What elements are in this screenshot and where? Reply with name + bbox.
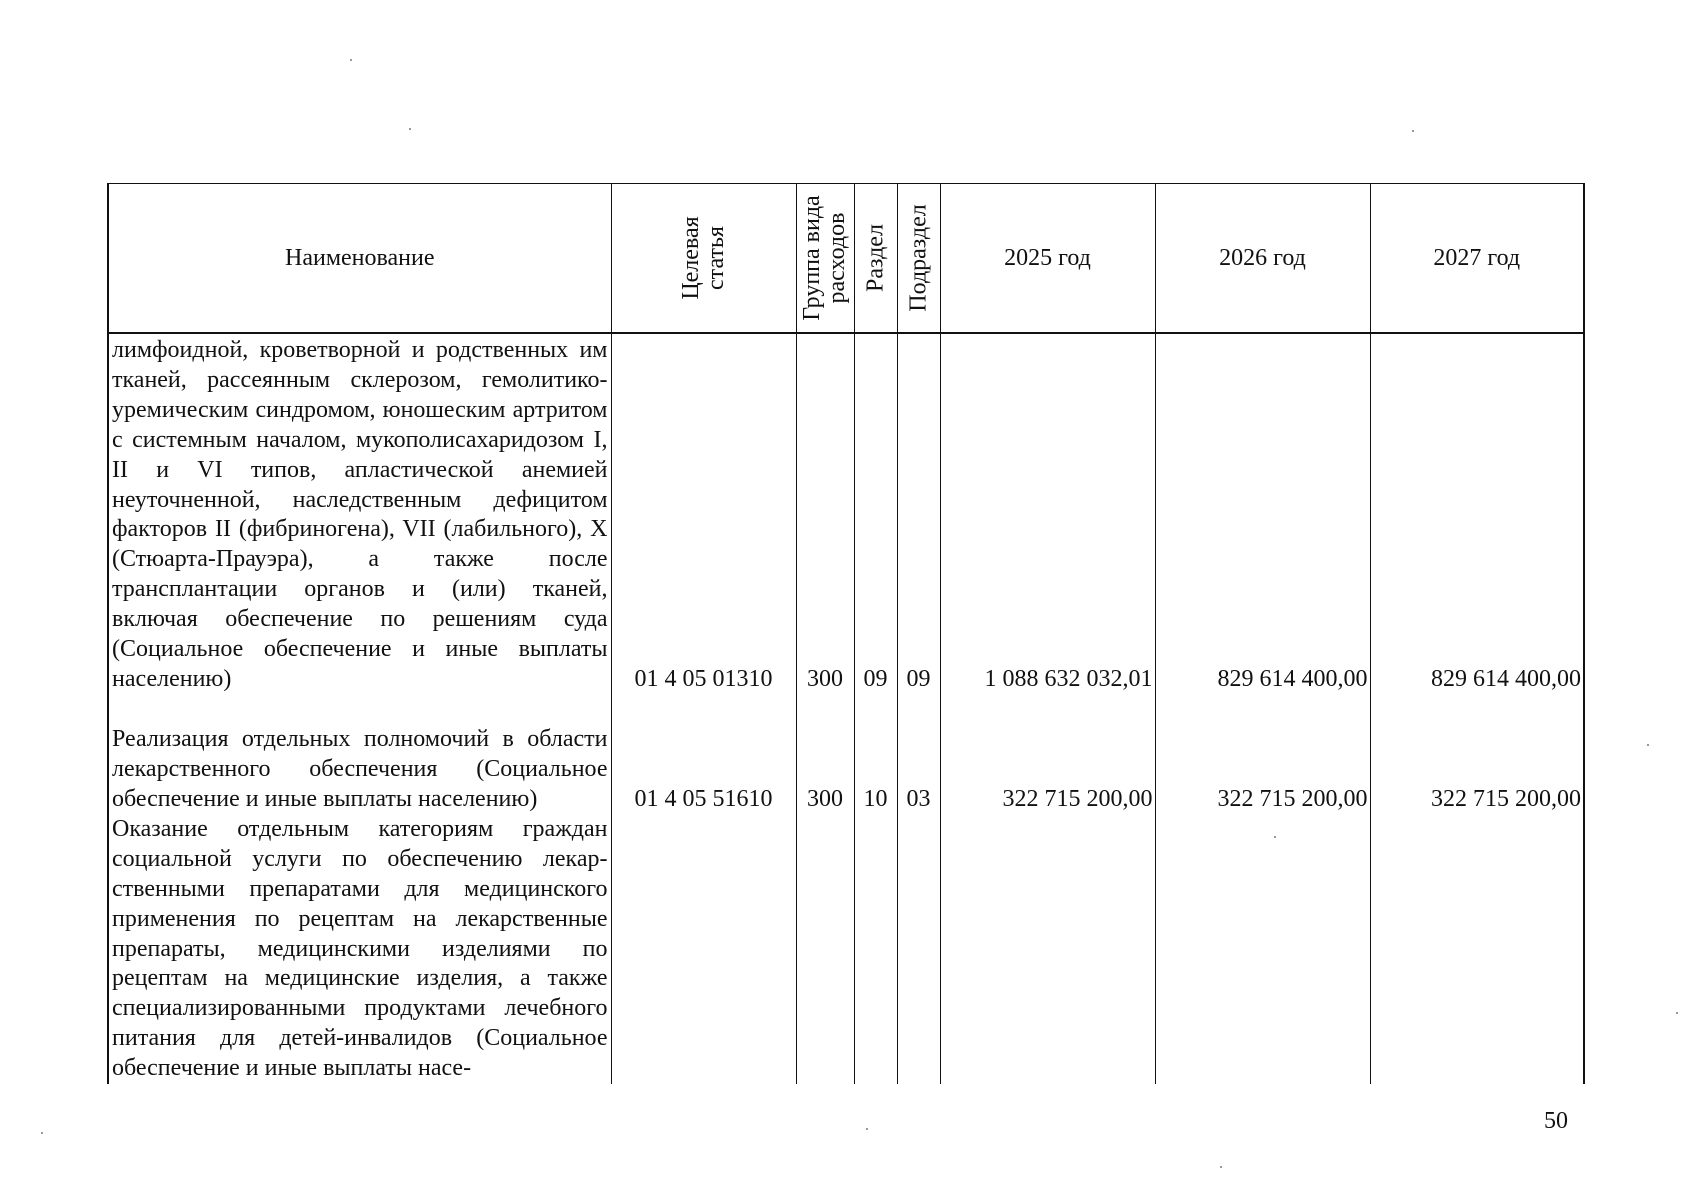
- scan-speck: [41, 1132, 43, 1134]
- scan-speck: [866, 1128, 868, 1130]
- row-amount-2025: 322 715 200,00: [940, 695, 1155, 815]
- header-expense-group: [796, 184, 854, 334]
- page-number: 50: [1544, 1108, 1568, 1134]
- scan-speck: [1647, 744, 1649, 746]
- row-name: Реализация отдельных полномочий в области лекарственного обеспечения (Социальное обеспечение и иные выплаты населению): [108, 695, 611, 815]
- row-target-article: [611, 815, 796, 1084]
- scan-speck: [350, 59, 352, 61]
- row-amount-2026: 322 715 200,00: [1155, 695, 1370, 815]
- budget-table: [107, 183, 1585, 1084]
- row-target-article: 01 4 05 01310: [611, 333, 796, 695]
- scan-speck: [1274, 836, 1276, 838]
- row-target-article: 01 4 05 51610: [611, 695, 796, 815]
- header-subsection: [897, 184, 940, 334]
- row-expense-group: [796, 815, 854, 1084]
- scan-speck: [1412, 130, 1414, 132]
- row-subsection: [897, 815, 940, 1084]
- row-amount-2027: 322 715 200,00: [1370, 695, 1584, 815]
- row-amount-2025: [940, 815, 1155, 1084]
- row-name: лимфоидной, кроветворной и родственных им тканей, рассеянным склерозом, гемолитико-уремическим синдромом, юношеским артритом с системным началом, мукополисахаридозом I, II и VI типов, апластической анемией неуточненной, наследственным дефицитом факторов II (фибриногена), VII (лабильного), X (Стюарта-Прауэра), а также после трансплантации органов и (или) тканей, включая обеспечение по решениям суда (Социальное обеспечение и иные выплаты населению): [108, 333, 611, 695]
- header-target-article: [611, 184, 796, 334]
- header-year-2027: 2027 год: [1370, 184, 1584, 334]
- table-header-row: [108, 184, 1584, 334]
- header-name: Наименование: [108, 184, 611, 334]
- row-expense-group: 300: [796, 333, 854, 695]
- row-subsection: 09: [897, 333, 940, 695]
- header-target-article-label: Целевая статья: [677, 216, 729, 300]
- scan-speck: [1220, 1166, 1222, 1168]
- table-row: [108, 695, 1584, 815]
- row-subsection: 03: [897, 695, 940, 815]
- row-section: 09: [854, 333, 897, 695]
- header-year-2025: 2025 год: [940, 184, 1155, 334]
- scan-speck: [409, 128, 411, 130]
- header-expense-group-label: Группа вида расходов: [799, 195, 850, 321]
- row-name: Оказание отдельным категориям граждан социальной услуги по обеспечению лекарственными препаратами для медицинского применения по рецептам на лекарственные препараты, медицинскими изделиями по рецептам на медицинские изделия, а также специализированными продуктами лечебного питания для детей-инвалидов (Социальное обеспечение и иные выплаты насе-: [108, 815, 611, 1084]
- row-amount-2027: [1370, 815, 1584, 1084]
- row-amount-2026: 829 614 400,00: [1155, 333, 1370, 695]
- header-section-label: Раздел: [862, 224, 888, 292]
- row-section: [854, 815, 897, 1084]
- row-amount-2025: 1 088 632 032,01: [940, 333, 1155, 695]
- row-expense-group: 300: [796, 695, 854, 815]
- scan-speck: [1676, 1012, 1678, 1014]
- row-amount-2026: [1155, 815, 1370, 1084]
- header-subsection-label: Подраздел: [905, 204, 931, 312]
- table-row: [108, 333, 1584, 695]
- row-section: 10: [854, 695, 897, 815]
- table-row: [108, 815, 1584, 1084]
- header-section: [854, 184, 897, 334]
- header-year-2026: 2026 год: [1155, 184, 1370, 334]
- row-amount-2027: 829 614 400,00: [1370, 333, 1584, 695]
